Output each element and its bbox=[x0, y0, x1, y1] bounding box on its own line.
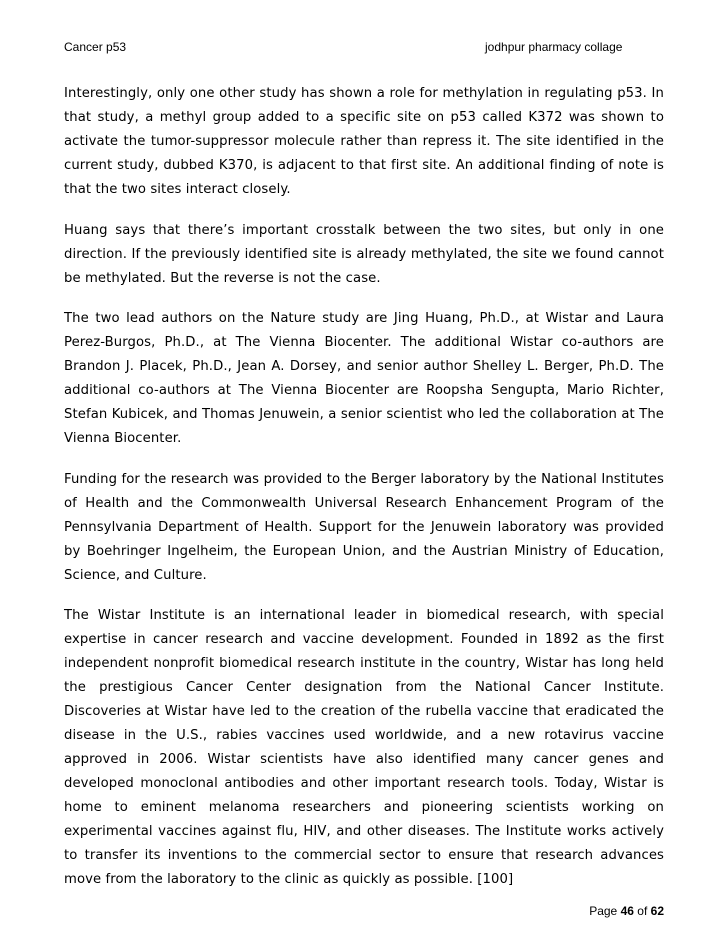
document-body bbox=[64, 82, 664, 909]
page-label: Page bbox=[589, 904, 618, 918]
header-title: Cancer p53 bbox=[64, 40, 127, 54]
paragraph: Huang says that there’s important crosstalk between the two sites, but only in one direction. If the previously identified site is already methylated, the site we found cannot be methylated. But the reverse is not the case. bbox=[64, 222, 664, 286]
page-footer bbox=[589, 904, 664, 918]
page-number: 46 bbox=[620, 904, 634, 918]
of-label: of bbox=[637, 904, 648, 918]
paragraph: Interestingly, only one other study has shown a role for methylation in regulating p53. In that study, a methyl group added to a specific site on p53 called K372 was shown to activate the tumor-suppressor molecule rather than repress it. The site identified in the current study, dubbed K370, is adjacent to that first site. An additional finding of note is that the two sites interact closely. bbox=[64, 86, 664, 197]
paragraph: Funding for the research was provided to the Berger laboratory by the National Institutes of Health and the Commonwealth Universal Research Enhancement Program of the Pennsylvania Department of Health. Support for the Jenuwein laboratory was provided by Boehringer Ingelheim, the European Union, and the Austrian Ministry of Education, Science, and Culture. bbox=[64, 471, 664, 583]
header-institution: jodhpur pharmacy collage bbox=[485, 40, 623, 54]
paragraph: The Wistar Institute is an international leader in biomedical research, with special expertise in cancer research and vaccine development. Founded in 1892 as the first independent nonprofit biomedical research institute in the country, Wistar has long held the prestigious Cancer Center designation from the National Cancer Institute. Discoveries at Wistar have led to the creation of the rubella vaccine that eradicated the disease in the U.S., rabies vaccines used worldwide, and a new rotavirus vaccine approved in 2006. Wistar scientists have also identified many cancer genes and developed monoclonal antibodies and other important research tools. Today, Wistar is home to eminent melanoma researchers and pioneering scientists working on experimental vaccines against flu, HIV, and other diseases. The Institute works actively to transfer its inventions to the commercial sector to ensure that research advances move from the laboratory to the clinic as quickly as possible. [100] bbox=[64, 608, 664, 887]
page-total: 62 bbox=[650, 904, 664, 918]
paragraph: The two lead authors on the Nature study are Jing Huang, Ph.D., at Wistar and Laura Perez-Burgos, Ph.D., at The Vienna Biocenter. The additional Wistar co-authors are Brandon J. Placek, Ph.D., Jean A. Dorsey, and senior author Shelley L. Berger, Ph.D. The additional co-authors at The Vienna Biocenter are Roopsha Sengupta, Mario Richter, Stefan Kubicek, and Thomas Jenuwein, a senior scientist who led the collaboration at The Vienna Biocenter. bbox=[64, 311, 664, 446]
